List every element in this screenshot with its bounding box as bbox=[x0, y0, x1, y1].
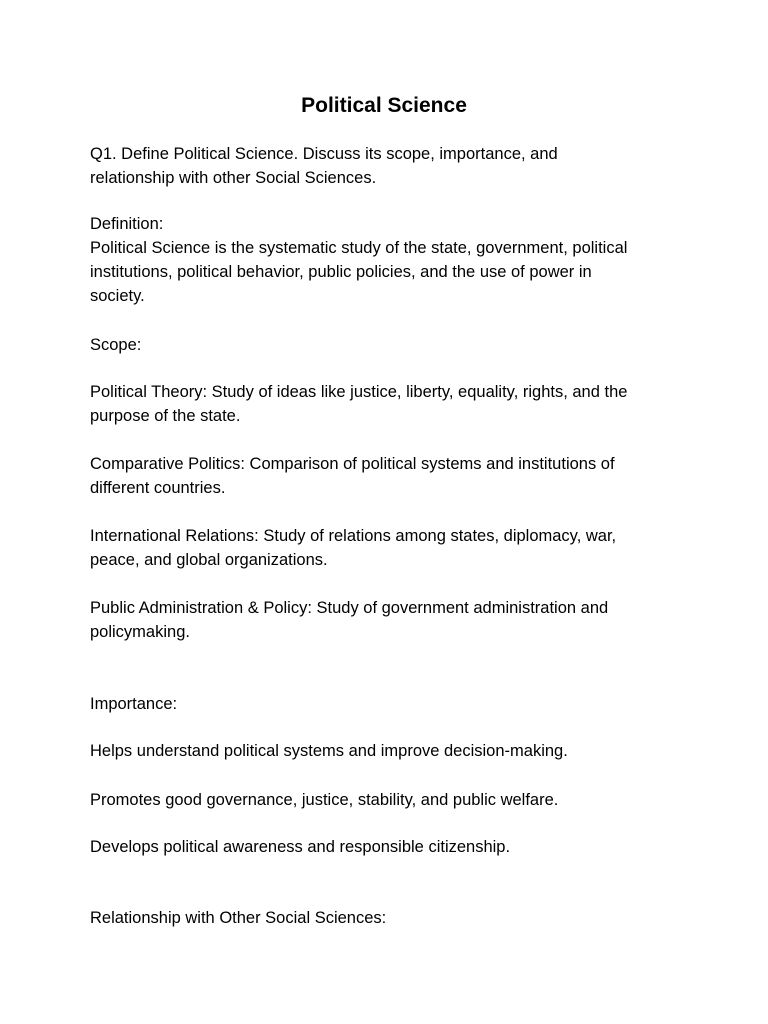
definition-heading: Definition: bbox=[90, 215, 164, 233]
scope-item-public-administration: Public Administration & Policy: Study of government administration and policymaking. bbox=[90, 599, 609, 641]
question-text: Q1. Define Political Science. Discuss its scope, importance, and relationship with other Social Sciences. bbox=[90, 145, 558, 187]
importance-heading: Importance: bbox=[90, 695, 178, 713]
scope-item-comparative-politics: Comparative Politics: Comparison of political systems and institutions of different countries. bbox=[90, 455, 615, 497]
scope-item-international-relations: International Relations: Study of relations among states, diplomacy, war, peace, and global organizations. bbox=[90, 527, 617, 569]
importance-item-citizenship: Develops political awareness and responsible citizenship. bbox=[90, 838, 511, 856]
importance-item-decision-making: Helps understand political systems and improve decision-making. bbox=[90, 742, 568, 760]
definition-text: Political Science is the systematic study of the state, government, political institutions, political behavior, public policies, and the use of power in society. bbox=[90, 239, 628, 305]
scope-item-political-theory: Political Theory: Study of ideas like justice, liberty, equality, rights, and the purpose of the state. bbox=[90, 383, 628, 425]
importance-item-governance: Promotes good governance, justice, stability, and public welfare. bbox=[90, 791, 559, 809]
relationship-heading: Relationship with Other Social Sciences: bbox=[90, 909, 387, 927]
scope-heading: Scope: bbox=[90, 336, 142, 354]
page-title: Political Science bbox=[301, 94, 467, 117]
